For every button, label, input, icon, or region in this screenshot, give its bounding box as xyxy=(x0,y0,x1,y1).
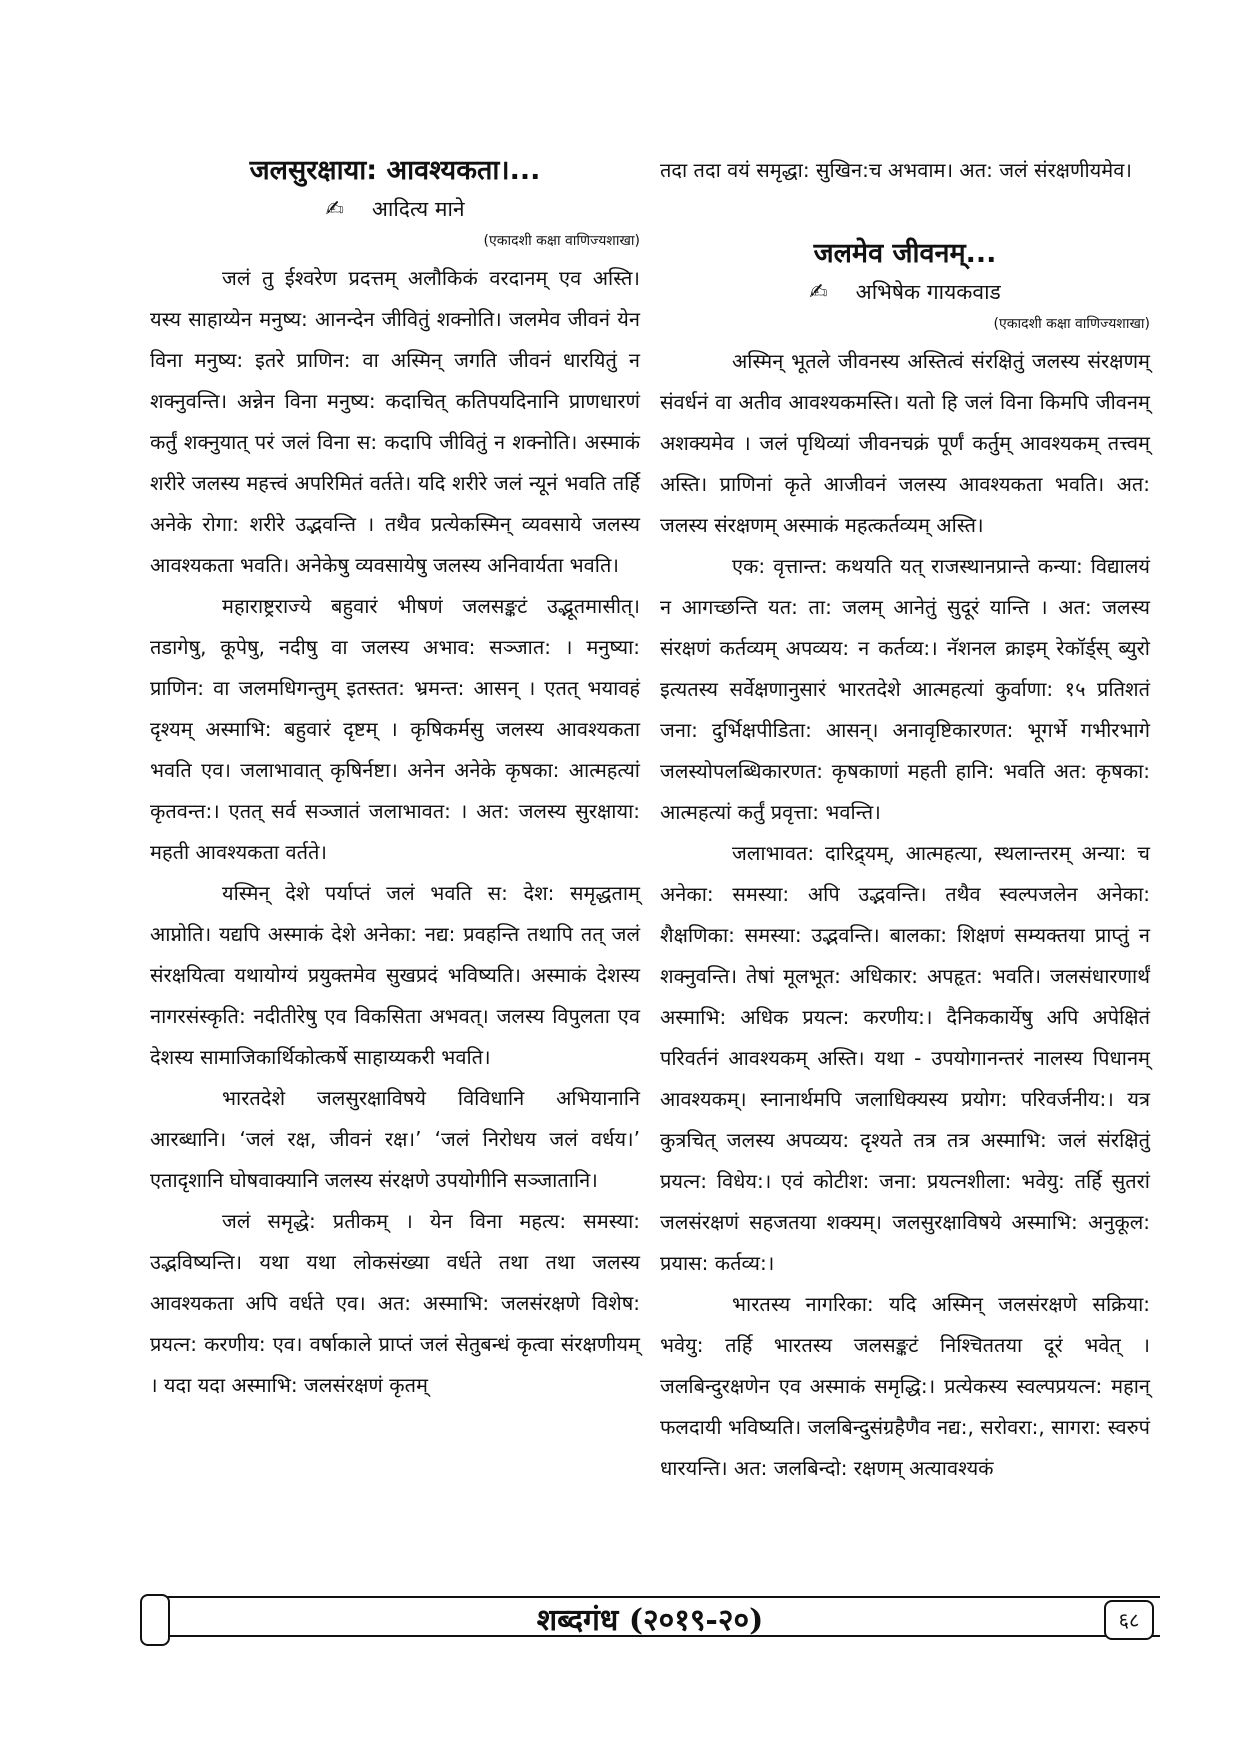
paragraph: अस्मिन् भूतले जीवनस्य अस्तित्वं संरक्षितुं जलस्य संरक्षणम् संवर्धनं वा अतीव आवश्यकमस्ति। यतो हि जलं विना किमपि जीवनम् अशक्यमेव । जलं पृथिव्यां जीवनचक्रं पूर्णं कर्तुम् आवश्यकम् तत्त्वम् अस्ति। प्राणिनां कृते आजीवनं जलस्य आवश्यकता भवति। अत: जलस्य संरक्षणम् अस्माकं महत्कर्तव्यम् अस्ति। xyxy=(660,349,1150,537)
paragraph: यस्मिन् देशे पर्याप्तं जलं भवति स: देश: समृद्धताम् आप्नोति। यद्यपि अस्माकं देशे अनेका: नद्य: प्रवहन्ति तथापि तत् जलं संरक्षयित्वा यथायोग्यं प्रयुक्तमेव सुखप्रदं भविष्यति। अस्माकं देशस्य नागरसंस्कृति: नदीतीरेषु एव विकसिता अभवत्। जलस्य विपुलता एव देशस्य सामाजिकार्थिकोत्कर्षे साहाय्यकरी भवति। xyxy=(150,881,640,1069)
paragraph: भारतदेशे जलसुरक्षाविषये विविधानि अभियानानि आरब्धानि। ‘जलं रक्ष, जीवनं रक्ष।’ ‘जलं निरोधय जलं वर्धय।’ एतादृशानि घोषवाक्यानि जलस्य संरक्षणे उपयोगीनि सञ्जातानि। xyxy=(150,1086,640,1192)
article-title: जलसुरक्षाया: आवश्यकता।... xyxy=(249,155,541,186)
magazine-title: शब्दगंध (२०१९-२०) xyxy=(536,1603,764,1638)
page-number: ६८ xyxy=(1104,1600,1154,1640)
continuation-text: तदा तदा वयं समृद्धा: सुखिन:च अभवाम। अत: जलं संरक्षणीयमेव। xyxy=(660,158,1132,182)
author-name: अभिषेक गायकवाड xyxy=(855,280,1001,304)
author-line xyxy=(660,278,1150,306)
paragraph: महाराष्ट्रराज्ये बहुवारं भीषणं जलसङ्कटं उद्भूतमासीत्। तडागेषु, कूपेषु, नदीषु वा जलस्य अभाव: सञ्जात: । मनुष्या: प्राणिन: वा जलमधिगन्तुम् इतस्तत: भ्रमन्त: आसन् । एतत् भयावहं दृश्यम् अस्माभि: बहुवारं दृष्टम् । कृषिकर्मसु जलस्य आवश्यकता भवति एव। जलाभावात् कृषिर्नष्टा। अनेन अनेके कृषका: आत्महत्यां कृतवन्त:। एतत् सर्व सञ्जातं जलाभावत: । अत: जलस्य सुरक्षाया: महती आवश्यकता वर्तते। xyxy=(150,594,640,864)
pen-icon: ✍ xyxy=(325,197,344,222)
class-note: (एकादशी कक्षा वाणिज्यशाखा) xyxy=(483,233,640,249)
author-name: आदित्य माने xyxy=(371,197,465,221)
section-gap xyxy=(660,191,1150,233)
article-title: जलमेव जीवनम्... xyxy=(813,238,997,269)
paragraph: भारतस्य नागरिका: यदि अस्मिन् जलसंरक्षणे सक्रिया: भवेयु: तर्हि भारतस्य जलसङ्कटं निश्चिततया दूरं भवेत् । जलबिन्दुरक्षणेन एव अस्माकं समृद्धि:। प्रत्येकस्य स्वल्पप्रयत्न: महान् फलदायी भविष्यति। जलबिन्दुसंग्रहैणैव नद्य:, सरोवरा:, सागरा: स्वरुपं धारयन्ति। अत: जलबिन्दो: रक्षणम् अत्यावश्यकं xyxy=(660,1292,1150,1480)
left-column xyxy=(150,150,640,1406)
class-note: (एकादशी कक्षा वाणिज्यशाखा) xyxy=(993,316,1150,332)
paragraph: एक: वृत्तान्त: कथयति यत् राजस्थानप्रान्ते कन्या: विद्यालयं न आगच्छन्ति यत: ता: जलम् आनेतुं सुदूरं यान्ति । अत: जलस्य संरक्षणं कर्तव्यम् अपव्यय: न कर्तव्य:। नॅशनल क्राइम् रेकॉर्ड्स् ब्युरो इत्यतस्य सर्वेक्षणानुसारं भारतदेशे आत्महत्यां कुर्वाणा: १५ प्रतिशतं जना: दुर्भिक्षपीडिता: आसन्। अनावृष्टिकारणत: भूगर्भे गभीरभागे जलस्योपलब्धिकारणत: कृषकाणां महती हानि: भवति अत: कृषका: आत्महत्यां कर्तुं प्रवृत्ता: भवन्ति। xyxy=(660,554,1150,824)
pen-icon: ✍ xyxy=(809,280,828,305)
page-footer xyxy=(140,1590,1160,1650)
paragraph: जलं समृद्धे: प्रतीकम् । येन विना महत्य: समस्या: उद्भविष्यन्ति। यथा यथा लोकसंख्या वर्धते तथा तथा जलस्य आवश्यकता अपि वर्धते एव। अत: अस्माभि: जलसंरक्षणे विशेष: प्रयत्न: करणीय: एव। वर्षाकाले प्राप्तं जलं सेतुबन्धं कृत्वा संरक्षणीयम् । यदा यदा अस्माभि: जलसंरक्षणं कृतम् xyxy=(150,1209,640,1397)
right-column xyxy=(660,150,1150,1489)
author-line xyxy=(150,195,640,223)
paragraph: जलाभावत: दारिद्र्यम्, आत्महत्या, स्थलान्तरम् अन्या: च अनेका: समस्या: अपि उद्भवन्ति। तथैव स्वल्पजलेन अनेका: शैक्षणिका: समस्या: उद्भवन्ति। बालका: शिक्षणं सम्यक्तया प्राप्तुं न शक्नुवन्ति। तेषां मूलभूत: अधिकार: अपहृत: भवति। जलसंधारणार्थं अस्माभि: अधिक प्रयत्न: करणीय:। दैनिककार्येषु अपि अपेक्षितं परिवर्तनं आवश्यकम् अस्ति। यथा - उपयोगानन्तरं नालस्य पिधानम् आवश्यकम्। स्नानार्थमपि जलाधिक्यस्य प्रयोग: परिवर्जनीय:। यत्र कुत्रचित् जलस्य अपव्यय: दृश्यते तत्र तत्र अस्माभि: जलं संरक्षितुं प्रयत्न: विधेय:। एवं कोटीश: जना: प्रयत्नशीला: भवेयु: तर्हि सुतरां जलसंरक्षणं सहजतया शक्यम्। जलसुरक्षाविषये अस्माभि: अनुकूल: प्रयास: कर्तव्य:। xyxy=(660,841,1150,1275)
paragraph: जलं तु ईश्वरेण प्रदत्तम् अलौकिकं वरदानम् एव अस्ति। यस्य साहाय्येन मनुष्य: आनन्देन जीवितुं शक्नोति। जलमेव जीवनं येन विना मनुष्य: इतरे प्राणिन: वा अस्मिन् जगति जीवनं धारयितुं न शक्नुवन्ति। अन्नेन विना मनुष्य: कदाचित् कतिपयदिनानि प्राणधारणं कर्तुं शक्नुयात् परं जलं विना स: कदापि जीवितुं न शक्नोति। अस्माकं शरीरे जलस्य महत्त्वं अपरिमितं वर्तते। यदि शरीरे जलं न्यूनं भवति तर्हि अनेके रोगा: शरीरे उद्भवन्ति । तथैव प्रत्येकस्मिन् व्यवसाये जलस्य आवश्यकता भवति। अनेकेषु व्यवसायेषु जलस्य अनिवार्यता भवति। xyxy=(150,266,640,577)
